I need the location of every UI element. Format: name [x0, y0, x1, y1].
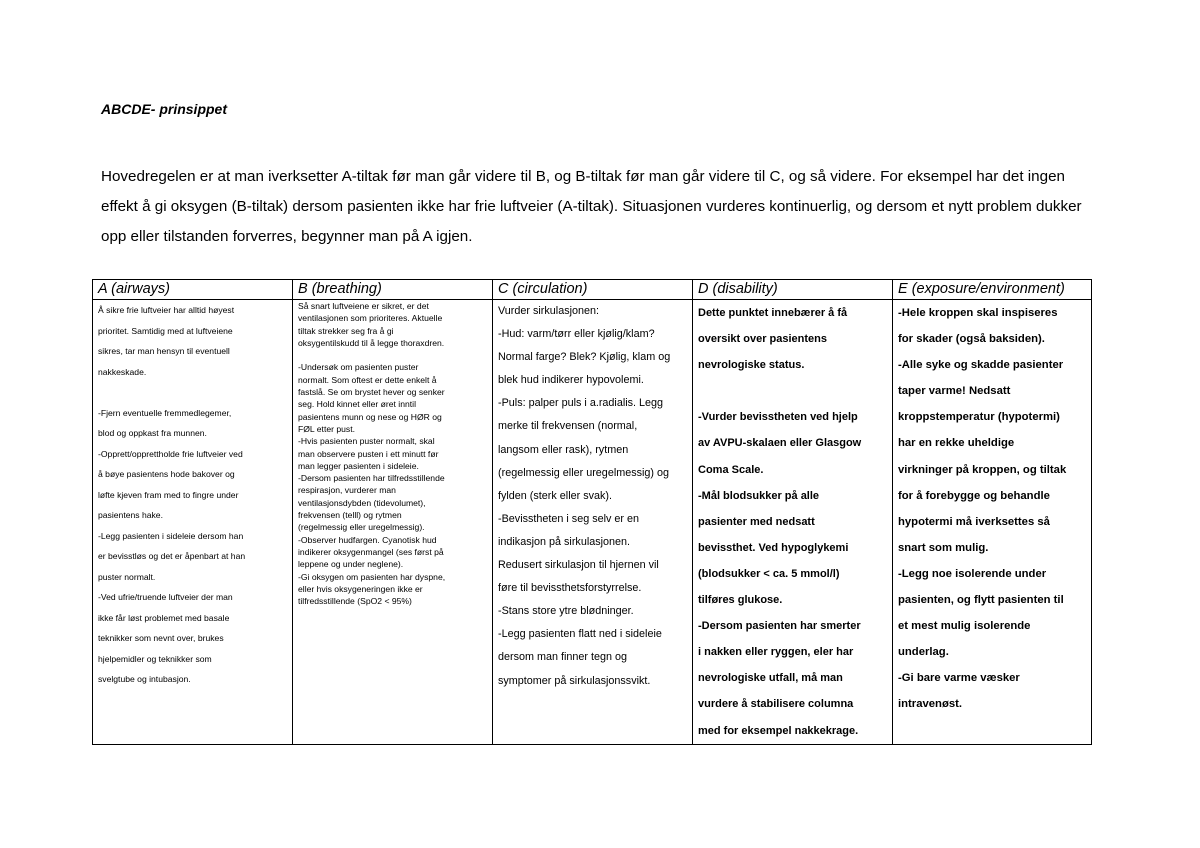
- table-row: [93, 300, 1092, 745]
- circulation-text: Vurder sirkulasjonen: -Hud: varm/tørr eller kjølig/klam? Normal farge? Blek? Kjølig, klam og blek hud indikerer hypovolemi. -Puls: palper puls i a.radialis. Legg merke til frekvensen (normal, langsom eller rask), rytmen (regelmessig eller uregelmessig) og fylden (sterk eller svak). -Bevisstheten i seg selv er en indikasjon på sirkulasjonen. Redusert sirkulasjon til hjernen vil føre til bevissthetsforstyrrelse. -Stans store ytre blødninger. -Legg pasienten flatt ned i sideleie dersom man finner tegn og symptomer på sirkulasjonssvikt.: [498, 305, 671, 687]
- intro-paragraph: Hovedregelen er at man iverksetter A-tiltak før man går videre til B, og B-tiltak før man går videre til C, og så videre. For eksempel har det ingen effekt å gi oksygen (B-tiltak) dersom pasienten ikke har frie luftveier (A-tiltak). Situasjonen vurderes kontinuerlig, og dersom et nytt problem dukker opp eller tilstanden forverres, begynner man på A igjen.: [101, 168, 1082, 245]
- header-circulation: C (circulation): [493, 280, 693, 300]
- exposure-text: -Hele kroppen skal inspiseres for skader (også baksiden). -Alle syke og skadde pasienter taper varme! Nedsatt kroppstemperatur (hypotermi) har en rekke uheldige virkninger på kroppen, og tiltak for å forebygge og behandle hypotermi må iverksettes så snart som mulig. -Legg noe isolerende under pasienten, og flytt pasienten til et mest mulig isolerende underlag. -Gi bare varme væsker intravenøst.: [898, 307, 1067, 711]
- cell-circulation: [493, 300, 693, 745]
- header-breathing: B (breathing): [293, 280, 493, 300]
- header-airways: A (airways): [93, 280, 293, 300]
- cell-disability: [693, 300, 893, 745]
- table-header-row: [93, 280, 1092, 300]
- header-disability: D (disability): [693, 280, 893, 300]
- airways-text: Å sikre frie luftveier har alltid høyest prioritet. Samtidig med at luftveiene sikres, tar man hensyn til eventuell nakkeskade. -Fjern eventuelle fremmedlegemer, blod og oppkast fra munnen. -Opprett/opprettholde frie luftveier ved å bøye pasientens hode bakover og løfte kjeven fram med to fingre under pasientens hake. -Legg pasienten i sideleie dersom han er bevisstløs og det er åpenbart at han puster normalt. -Ved ufrie/truende luftveier der man ikke får løst problemet med basale teknikker som nevnt over, brukes hjelpemidler og teknikker som svelgtube og intubasjon.: [98, 305, 246, 684]
- cell-breathing: [293, 300, 493, 745]
- document-title: ABCDE- prinsippet: [101, 101, 227, 117]
- header-exposure: E (exposure/environment): [893, 280, 1092, 300]
- cell-exposure: [893, 300, 1092, 745]
- cell-airways: [93, 300, 293, 745]
- abcde-table: [92, 279, 1092, 745]
- breathing-text: Så snart luftveiene er sikret, er det ventilasjonen som prioriteres. Aktuelle tiltak strekker seg fra å gi oksygentilskudd til å legge thoraxdren. -Undersøk om pasienten puster normalt. Som oftest er dette enkelt å fastslå. Se om brystet hever og senker seg. Hold kinnet eller øret inntil pasientens munn og nese og HØR og FØL etter pust. -Hvis pasienten puster normalt, skal man observere pusten i ett minutt før man legger pasienten i sideleie. -Dersom pasienten har tilfredsstillende respirasjon, vurderer man ventilasjonsdybden (tidevolumet), frekvensen (telll) og rytmen (regelmessig eller uregelmessig). -Observer hudfargen. Cyanotisk hud indikerer oksygenmangel (ses først på leppene og under neglene). -Gi oksygen om pasienten har dyspne, eller hvis oksygeneringen ikke er tilfredsstillende (SpO2 < 95%): [298, 301, 446, 607]
- disability-text: Dette punktet innebærer å få oversikt over pasientens nevrologiske status. -Vurder bevisstheten ved hjelp av AVPU-skalaen eller Glasgow Coma Scale. -Mål blodsukker på alle pasienter med nedsatt bevissthet. Ved hypoglykemi (blodsukker < ca. 5 mmol/l) tilføres glukose. -Dersom pasienten har smerter i nakken eller ryggen, eler har nevrologiske utfall, må man vurdere å stabilisere columna med for eksempel nakkekrage.: [698, 307, 862, 737]
